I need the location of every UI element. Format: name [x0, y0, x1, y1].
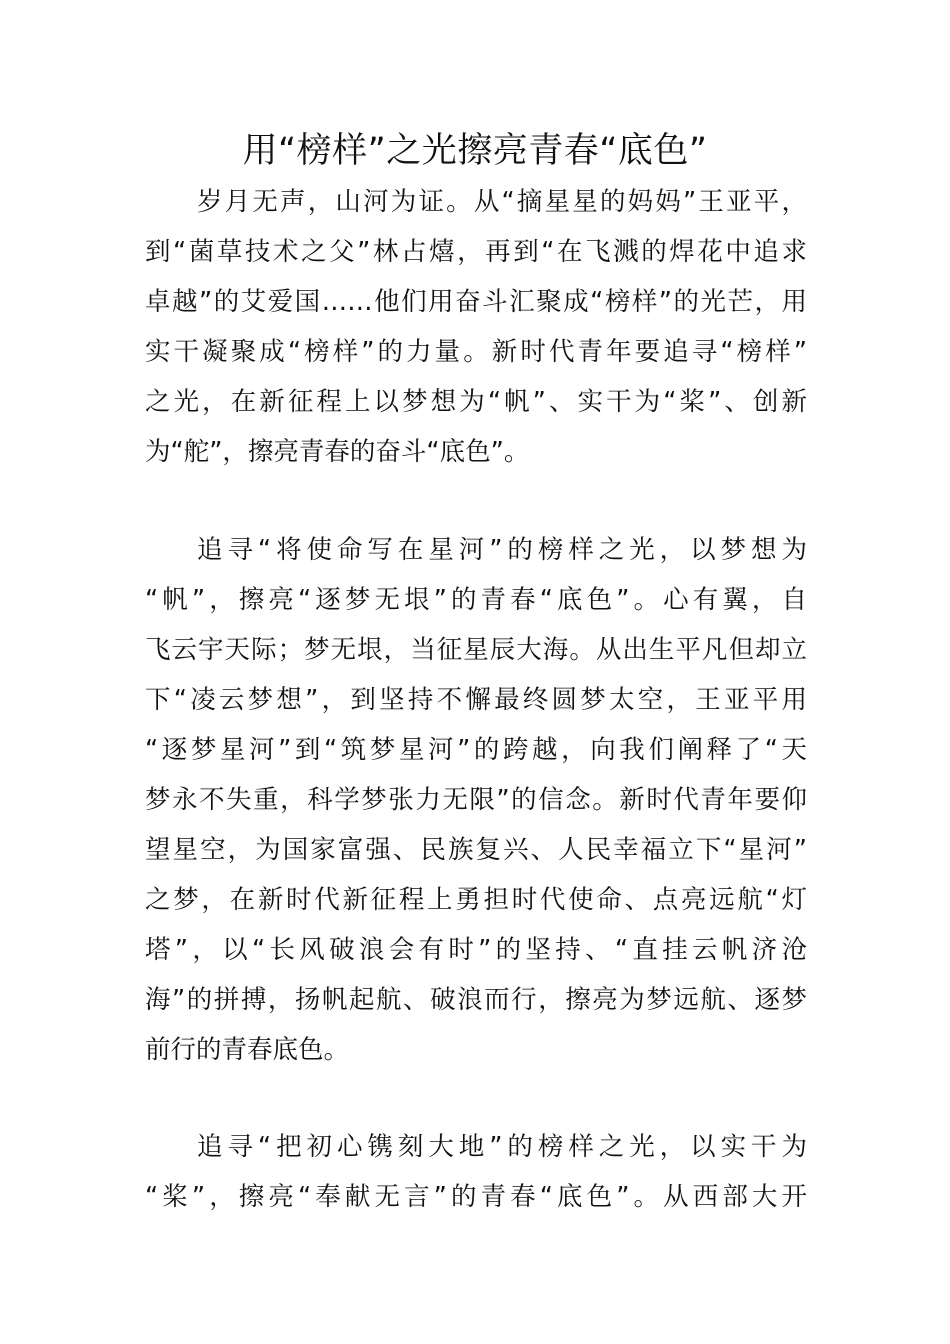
text-line: 实干凝聚成“榜样”的力量。新时代青年要追寻“榜样”	[145, 337, 807, 367]
text-line: 到“菌草技术之父”林占熺，再到“在飞溅的焊花中追求	[145, 237, 807, 267]
text-line: 之光，在新征程上以梦想为“帆”、实干为“桨”、创新	[145, 387, 807, 417]
text-line: 前行的青春底色。	[145, 1035, 350, 1065]
document-title: 用“榜样”之光擦亮青春“底色”	[242, 131, 708, 171]
text-line: 梦永不失重，科学梦张力无限”的信念。新时代青年要仰	[145, 785, 807, 815]
paragraph-3	[145, 1122, 807, 1222]
text-line: “逐梦星河”到“筑梦星河”的跨越，向我们阐释了“天	[145, 735, 807, 765]
text-line: 为“舵”，擦亮青春的奋斗“底色”。	[145, 437, 530, 467]
paragraph-2	[145, 525, 807, 1075]
text-line: 追寻“把初心镌刻大地”的榜样之光，以实干为	[197, 1132, 807, 1162]
text-line: “帆”，擦亮“逐梦无垠”的青春“底色”。心有翼，自	[145, 585, 807, 615]
text-line: 望星空，为国家富强、民族复兴、人民幸福立下“星河”	[145, 835, 807, 865]
text-line: 下“凌云梦想”，到坚持不懈最终圆梦太空，王亚平用	[145, 685, 807, 715]
text-line: 之梦，在新时代新征程上勇担时代使命、点亮远航“灯	[145, 885, 807, 915]
text-line: 飞云宇天际；梦无垠，当征星辰大海。从出生平凡但却立	[145, 635, 807, 665]
text-line: 海”的拼搏，扬帆起航、破浪而行，擦亮为梦远航、逐梦	[145, 985, 807, 1015]
paragraph-1	[145, 177, 807, 477]
text-line: 岁月无声，山河为证。从“摘星星的妈妈”王亚平，	[197, 187, 807, 217]
text-line: 卓越”的艾爱国……他们用奋斗汇聚成“榜样”的光芒，用	[145, 287, 807, 317]
text-line: “桨”，擦亮“奉献无言”的青春“底色”。从西部大开	[145, 1182, 807, 1212]
text-line: 追寻“将使命写在星河”的榜样之光，以梦想为	[197, 535, 807, 565]
text-line: 塔”，以“长风破浪会有时”的坚持、“直挂云帆济沧	[145, 935, 807, 965]
